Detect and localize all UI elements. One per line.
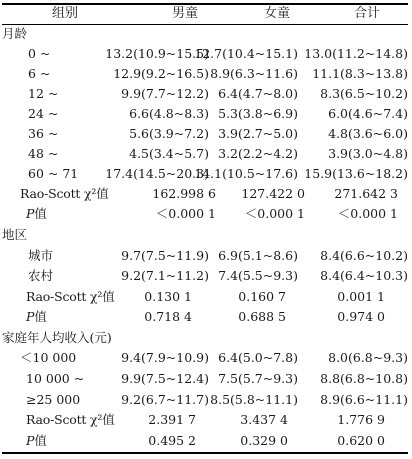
cell-boys: 17.4(14.5~20.3)	[105, 166, 209, 181]
col-header-group: 组别	[51, 6, 78, 21]
cell-boys: 9.9(7.7~12.2)	[121, 86, 209, 101]
cell-total: 0.620 0	[337, 433, 385, 448]
cell-girls: 3.437 4	[240, 412, 288, 427]
table-row	[0, 124, 412, 144]
cell-girls: 6.4(5.0~7.8)	[218, 350, 298, 365]
table-row	[0, 266, 412, 286]
cell-girls: 6.9(5.1~8.6)	[218, 248, 298, 263]
row-label: 农村	[28, 268, 54, 283]
cell-girls: 3.2(2.2~4.2)	[218, 146, 298, 161]
row-label: ＜10 000	[20, 350, 77, 365]
cell-total: 0.001 1	[337, 289, 385, 304]
table-row	[0, 84, 412, 104]
cell-total: 8.4(6.6~10.2)	[320, 248, 408, 263]
row-label: 36 ~	[28, 126, 59, 141]
cell-boys: 9.2(6.7~11.7)	[121, 392, 209, 407]
cell-total: 3.9(3.0~4.8)	[328, 146, 408, 161]
cell-boys: 2.391 7	[148, 412, 196, 427]
cell-girls: ＜0.000 1	[244, 206, 305, 221]
cell-boys: 9.9(7.5~12.4)	[121, 371, 209, 386]
table-row	[0, 225, 412, 245]
cell-girls: 14.1(10.5~17.6)	[194, 166, 298, 181]
table-row	[0, 184, 412, 204]
cell-boys: 9.2(7.1~11.2)	[121, 268, 209, 283]
cell-total: 6.0(4.6~7.4)	[328, 106, 408, 121]
col-header-boys: 男童	[171, 6, 198, 21]
table-row	[0, 390, 412, 410]
row-label-p-value: P值	[26, 206, 47, 221]
col-header-girls: 女童	[263, 6, 290, 21]
row-label: 48 ~	[28, 146, 59, 161]
cell-total: 8.8(6.8~10.8)	[320, 371, 408, 386]
cell-boys: 5.6(3.9~7.2)	[129, 126, 209, 141]
row-label: 城市	[28, 248, 54, 263]
section-label-age: 月龄	[2, 26, 28, 41]
cell-total: 4.8(3.6~6.0)	[328, 126, 408, 141]
section-label-income: 家庭年人均收入(元)	[2, 330, 112, 345]
cell-total: 1.776 9	[337, 412, 385, 427]
cell-girls: 0.688 5	[238, 309, 286, 324]
cell-boys: 9.7(7.5~11.9)	[121, 248, 209, 263]
table-row	[0, 64, 412, 84]
table-row	[0, 44, 412, 64]
cell-total: 271.642 3	[334, 186, 398, 201]
cell-girls: 6.4(4.7~8.0)	[218, 86, 298, 101]
row-label-rao-scott: Rao-Scott χ²值	[26, 412, 115, 427]
cell-total: 0.974 0	[337, 309, 385, 324]
table-row	[0, 144, 412, 164]
table-row	[0, 307, 412, 327]
row-label: 10 000 ~	[26, 371, 85, 386]
cell-boys: 12.9(9.2~16.5)	[113, 66, 209, 81]
row-label: 6 ~	[28, 66, 51, 81]
cell-total: ＜0.000 1	[337, 206, 398, 221]
cell-girls: 8.5(5.8~11.1)	[210, 392, 298, 407]
cell-total: 13.0(11.2~14.8)	[304, 46, 408, 61]
cell-girls: 0.329 0	[240, 433, 288, 448]
row-label: 24 ~	[28, 106, 59, 121]
cell-total: 8.4(6.4~10.3)	[320, 268, 408, 283]
row-label-rao-scott: Rao-Scott χ²值	[20, 186, 109, 201]
cell-total: 15.9(13.6~18.2)	[304, 166, 408, 181]
cell-boys: 162.998 6	[152, 186, 216, 201]
row-label: 12 ~	[28, 86, 59, 101]
row-label: 0 ~	[28, 46, 51, 61]
cell-boys: 0.718 4	[144, 309, 192, 324]
table-row	[0, 410, 412, 430]
row-label: ≥25 000	[26, 392, 81, 407]
row-label-rao-scott: Rao-Scott χ²值	[26, 289, 115, 304]
cell-boys: ＜0.000 1	[155, 206, 216, 221]
cell-total: 8.0(6.8~9.3)	[328, 350, 408, 365]
table-row	[0, 104, 412, 124]
table-row	[0, 204, 412, 224]
cell-total: 8.3(6.5~10.2)	[320, 86, 408, 101]
table-row	[0, 24, 412, 44]
table-row	[0, 246, 412, 266]
cell-boys: 6.6(4.8~8.3)	[129, 106, 209, 121]
row-label-p-value: P值	[26, 309, 47, 324]
cell-girls: 127.422 0	[241, 186, 305, 201]
table-row	[0, 348, 412, 368]
cell-total: 11.1(8.3~13.8)	[312, 66, 408, 81]
table-row	[0, 369, 412, 389]
cell-girls: 8.9(6.3~11.6)	[210, 66, 298, 81]
cell-girls: 3.9(2.7~5.0)	[218, 126, 298, 141]
row-label: 60 ~ 71	[28, 166, 79, 181]
cell-total: 8.9(6.6~11.1)	[320, 392, 408, 407]
cell-boys: 4.5(3.4~5.7)	[129, 146, 209, 161]
col-header-total: 合计	[353, 6, 380, 21]
row-label-p-value: P值	[26, 433, 47, 448]
cell-boys: 13.2(10.9~15.5)	[105, 46, 209, 61]
cell-girls: 12.7(10.4~15.1)	[194, 46, 298, 61]
cell-boys: 0.130 1	[144, 289, 192, 304]
cell-boys: 9.4(7.9~10.9)	[121, 350, 209, 365]
cell-girls: 7.4(5.5~9.3)	[218, 268, 298, 283]
cell-girls: 0.160 7	[238, 289, 286, 304]
table-row	[0, 287, 412, 307]
cell-boys: 0.495 2	[148, 433, 196, 448]
table-bottom-rule	[2, 452, 408, 454]
section-label-region: 地区	[2, 227, 28, 242]
table-row	[0, 164, 412, 184]
table-row	[0, 431, 412, 451]
table-row	[0, 328, 412, 348]
cell-girls: 7.5(5.7~9.3)	[218, 371, 298, 386]
cell-girls: 5.3(3.8~6.9)	[218, 106, 298, 121]
